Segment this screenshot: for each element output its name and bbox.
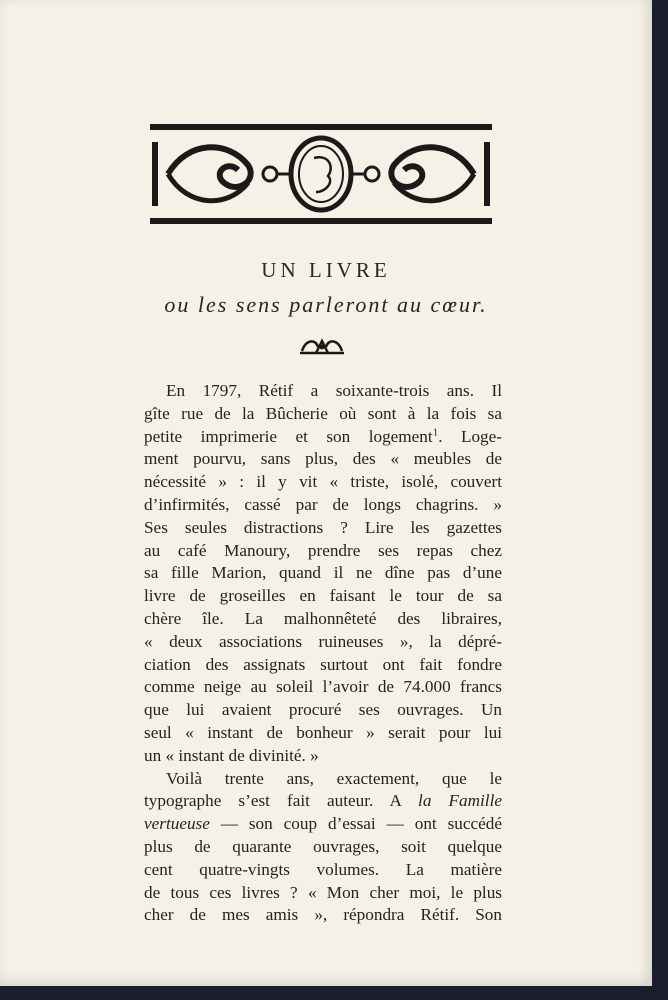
text-line: seul « instant de bonheur » serait pour lui bbox=[144, 722, 502, 742]
chapter-title: UN LIVRE bbox=[261, 258, 391, 282]
text-line: plus de quarante ouvrages, soit quelque bbox=[144, 836, 502, 856]
text-line: que lui avaient procuré ses ouvrages. Un bbox=[144, 700, 502, 720]
chapter-subtitle: ou les sens parleront au cœur. bbox=[164, 292, 488, 317]
text-line: cher de mes amis », répondra Rétif. Son bbox=[144, 905, 502, 925]
text-line: chère île. La malhonnêteté des libraires, bbox=[144, 608, 502, 628]
text-line: ment pourvu, sans plus, des « meubles de bbox=[144, 449, 502, 469]
text-line: sa fille Marion, quand il ne dîne pas d’une bbox=[144, 563, 502, 583]
text-line: au café Manoury, prendre ses repas chez bbox=[144, 540, 502, 560]
text-line: Voilà trente ans, exactement, que le bbox=[166, 768, 502, 788]
text-line: Ses seules distractions ? Lire les gazettes bbox=[144, 517, 502, 537]
text-line: comme neige au soleil l’avoir de 74.000 francs bbox=[144, 677, 502, 697]
text-line: vertueuse — son coup d’essai — ont succédé bbox=[144, 814, 502, 834]
text-line: gîte rue de la Bûcherie où sont à la fois sa bbox=[144, 403, 502, 423]
text-line: petite imprimerie et son logement$^1$. Loge- bbox=[144, 425, 502, 446]
fleuron-icon bbox=[296, 333, 348, 357]
text-line: livre de groseilles en faisant le tour de sa bbox=[144, 586, 502, 606]
text-line: « deux associations ruineuses », la dépré- bbox=[144, 631, 502, 651]
footnote-marker: 1 bbox=[432, 425, 439, 438]
text-line: typographe s’est fait auteur. A la Famille bbox=[144, 791, 502, 811]
cameo-portrait-ornament bbox=[148, 120, 494, 228]
text-line: d’infirmités, cassé par de longs chagrins. » bbox=[144, 494, 502, 514]
book-title-italic: la Famille bbox=[418, 791, 502, 811]
text-line: de tous ces livres ? « Mon cher moi, le plus bbox=[144, 882, 502, 902]
body-text bbox=[144, 380, 502, 927]
text-line: nécessité » : il y vit « triste, isolé, couvert bbox=[144, 472, 502, 492]
book-title-italic: vertueuse bbox=[144, 814, 210, 834]
text-line: En 1797, Rétif a soixante-trois ans. Il bbox=[166, 381, 502, 400]
text-line: un « instant de divinité. » bbox=[144, 745, 319, 765]
text-line: cent quatre-vingts volumes. La matière bbox=[144, 859, 502, 879]
text-line: ciation des assignats surtout ont fait fondre bbox=[144, 654, 502, 674]
